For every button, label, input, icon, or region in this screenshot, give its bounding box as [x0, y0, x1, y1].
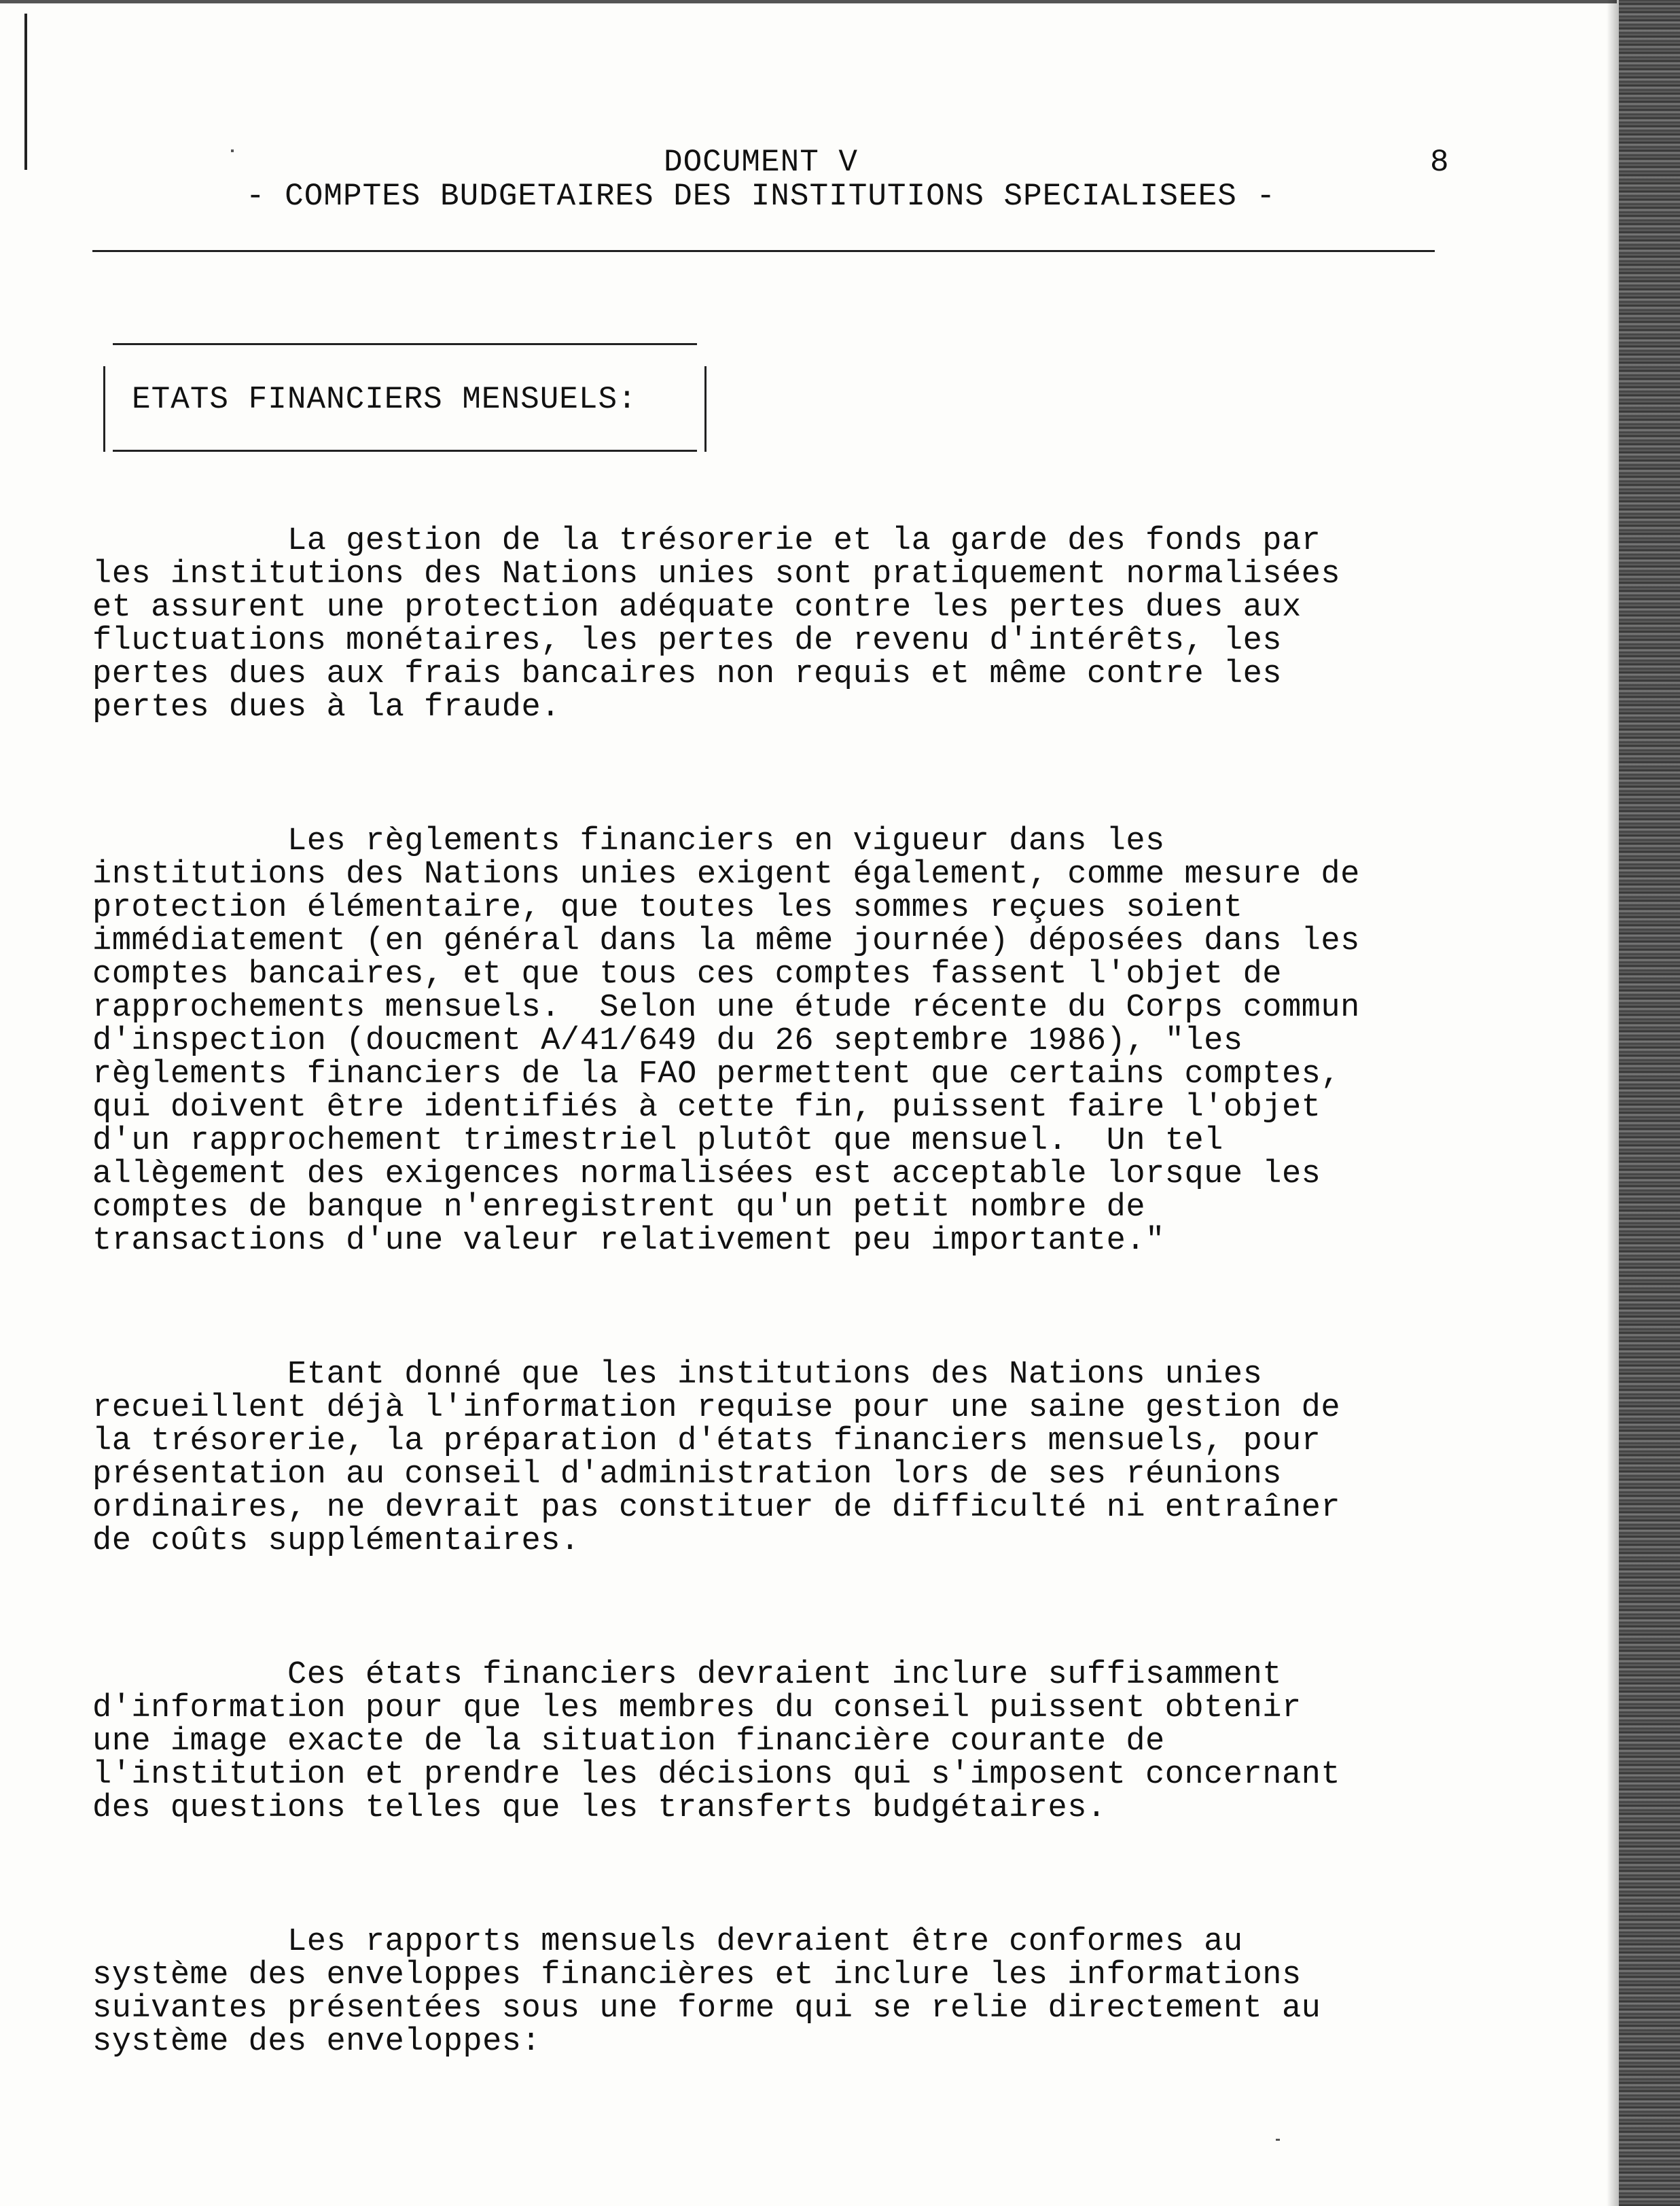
text-line: immédiatement (en général dans la même journée) déposées dans les — [92, 923, 1360, 959]
text-line: qui doivent être identifiés à cette fin, puissent faire l'objet — [92, 1090, 1321, 1126]
text-line: une image exacte de la situation financière courante de — [92, 1724, 1165, 1760]
paragraph-2 — [92, 825, 1458, 1258]
text-line: des questions telles que les transferts budgétaires. — [92, 1790, 1107, 1826]
scan-speck — [231, 149, 234, 152]
text-line: comptes bancaires, et que tous ces comptes fassent l'objet de — [92, 957, 1282, 993]
text-line: Ces états financiers devraient inclure suffisamment — [92, 1657, 1282, 1693]
binding-shadow — [1607, 0, 1619, 2206]
binding-edge — [1619, 0, 1680, 2206]
scan-speck — [1276, 2139, 1280, 2141]
section-heading-box — [103, 343, 707, 452]
document-title: DOCUMENT V — [663, 145, 859, 180]
text-line: règlements financiers de la FAO permettent que certains comptes, — [92, 1056, 1341, 1092]
scan-left-mark — [24, 14, 27, 170]
text-line: l'institution et prendre les décisions qui s'imposent concernant — [92, 1757, 1341, 1793]
text-line: pertes dues aux frais bancaires non requis et même contre les — [92, 656, 1282, 692]
section-heading: ETATS FINANCIERS MENSUELS: — [132, 382, 637, 417]
text-line: système des enveloppes: — [92, 2024, 541, 2060]
page-number: 8 — [1430, 145, 1449, 180]
paragraph-1 — [92, 524, 1458, 724]
text-line: Les règlements financiers en vigueur dans les — [92, 823, 1165, 859]
text-line: rapprochements mensuels. Selon une étude récente du Corps commun — [92, 990, 1360, 1026]
text-line: système des enveloppes financières et inclure les informations — [92, 1957, 1302, 1993]
scan-top-edge — [0, 0, 1617, 3]
box-border-bottom — [113, 450, 697, 452]
paragraph-5 — [92, 1925, 1458, 2059]
text-line: la trésorerie, la préparation d'états financiers mensuels, pour — [92, 1423, 1321, 1459]
text-line: présentation au conseil d'administration lors de ses réunions — [92, 1457, 1282, 1493]
text-line: comptes de banque n'enregistrent qu'un petit nombre de — [92, 1190, 1146, 1226]
text-line: et assurent une protection adéquate contre les pertes dues aux — [92, 590, 1302, 626]
text-line: Les rapports mensuels devraient être conformes au — [92, 1924, 1243, 1960]
text-line: ordinaires, ne devrait pas constituer de difficulté ni entraîner — [92, 1490, 1341, 1526]
text-line: les institutions des Nations unies sont pratiquement normalisées — [92, 556, 1341, 592]
text-line: fluctuations monétaires, les pertes de revenu d'intérêts, les — [92, 623, 1282, 659]
document-subtitle: - COMPTES BUDGETAIRES DES INSTITUTIONS SPECIALISEES - — [245, 179, 1276, 214]
text-line: d'information pour que les membres du conseil puissent obtenir — [92, 1690, 1302, 1726]
text-line: La gestion de la trésorerie et la garde des fonds par — [92, 523, 1321, 559]
text-line: suivantes présentées sous une forme qui se relie directement au — [92, 1991, 1321, 2027]
text-line: d'un rapprochement trimestriel plutôt que mensuel. Un tel — [92, 1123, 1223, 1159]
text-line: de coûts supplémentaires. — [92, 1523, 580, 1559]
document-body — [92, 524, 1458, 2159]
text-line: Etant donné que les institutions des Nations unies — [92, 1357, 1263, 1393]
paragraph-4 — [92, 1658, 1458, 1825]
text-line: allègement des exigences normalisées est acceptable lorsque les — [92, 1156, 1321, 1192]
box-border-left — [103, 366, 105, 452]
text-line: transactions d'une valeur relativement peu importante." — [92, 1223, 1165, 1259]
text-line: institutions des Nations unies exigent également, comme mesure de — [92, 857, 1360, 893]
box-border-right — [704, 366, 707, 452]
text-line: protection élémentaire, que toutes les sommes reçues soient — [92, 890, 1243, 926]
header-divider — [92, 250, 1435, 252]
paragraph-3 — [92, 1358, 1458, 1558]
box-border-top — [113, 343, 697, 345]
text-line: d'inspection (doucment A/41/649 du 26 septembre 1986), "les — [92, 1023, 1243, 1059]
text-line: pertes dues à la fraude. — [92, 690, 560, 726]
text-line: recueillent déjà l'information requise pour une saine gestion de — [92, 1390, 1341, 1426]
